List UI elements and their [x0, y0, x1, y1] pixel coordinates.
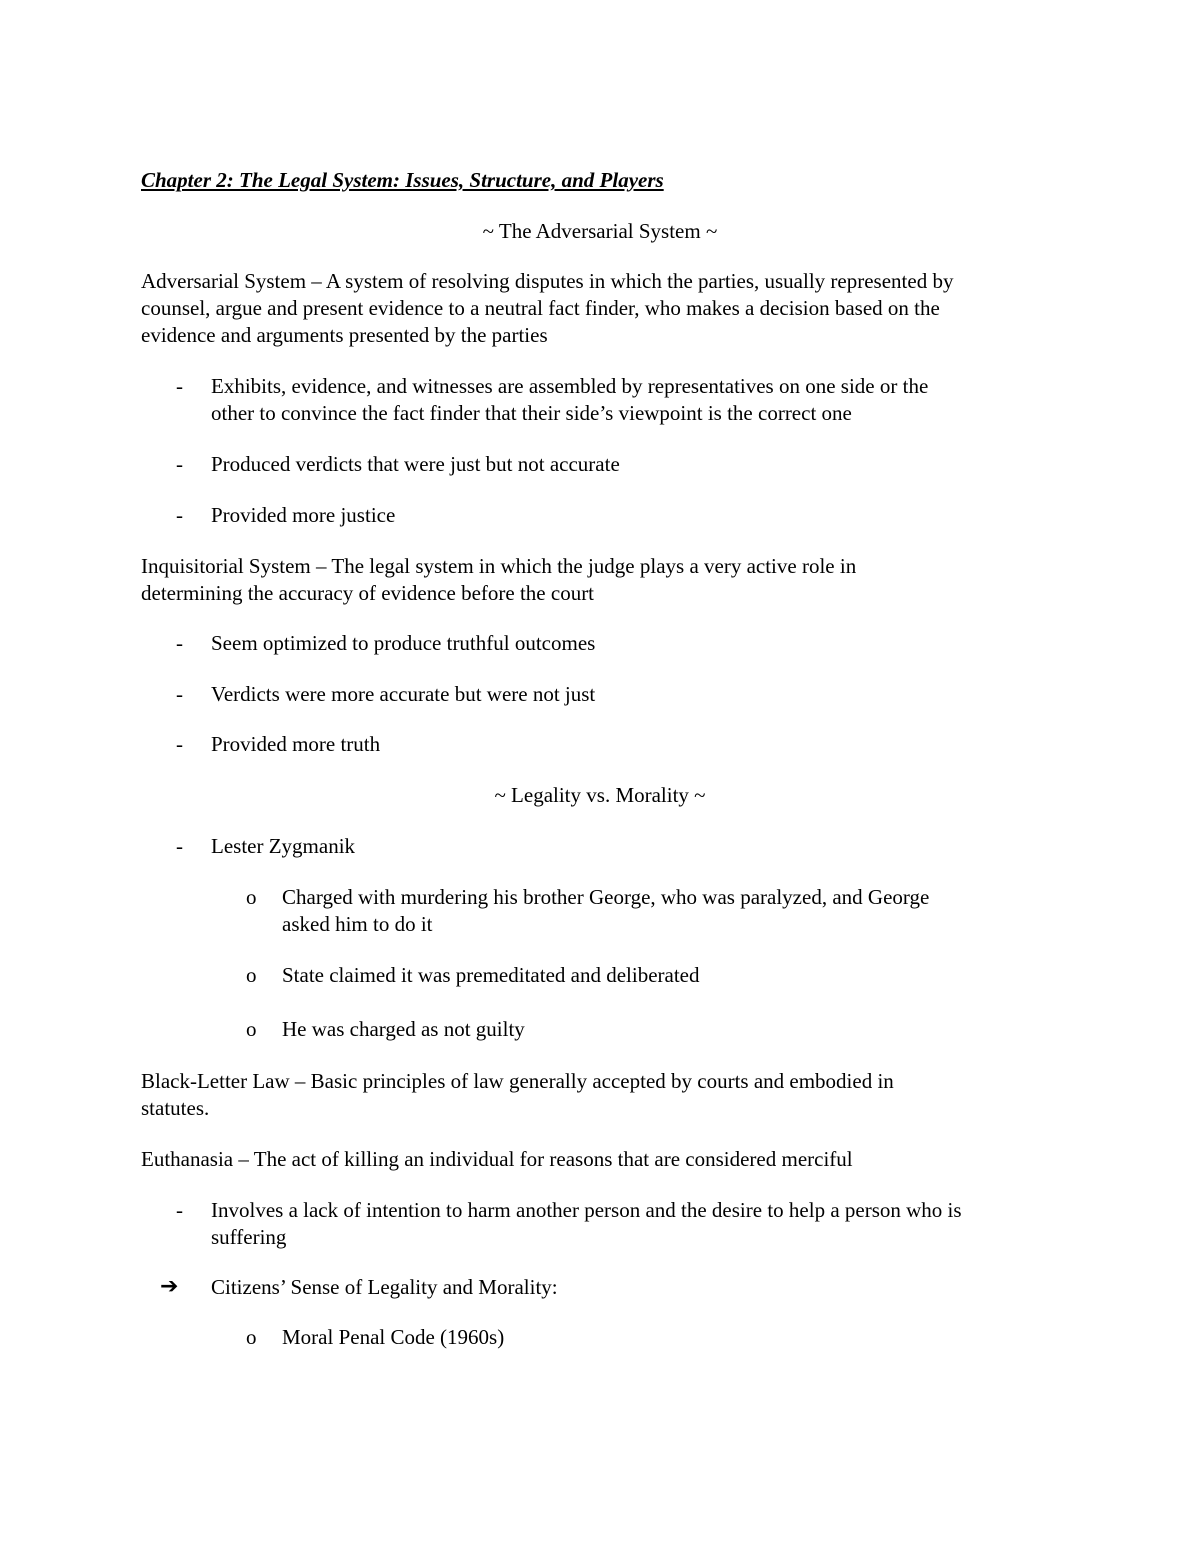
bullet-circle: o: [246, 1325, 257, 1349]
bullet-circle: o: [246, 1017, 257, 1041]
bullet-dash: -: [176, 631, 183, 655]
black-letter-definition-line-1: Black-Letter Law – Basic principles of law generally accepted by courts and embodied in: [141, 1069, 894, 1093]
adversarial-bullet-2: Produced verdicts that were just but not accurate: [211, 452, 620, 476]
bullet-dash: -: [176, 452, 183, 476]
bullet-dash: -: [176, 374, 183, 398]
citizens-sense-item: Citizens’ Sense of Legality and Morality:: [211, 1275, 558, 1299]
adversarial-definition-line-2: counsel, argue and present evidence to a neutral fact finder, who makes a decision based on the: [141, 296, 940, 320]
euthanasia-bullet-line-2: suffering: [211, 1225, 287, 1249]
adversarial-definition-line-3: evidence and arguments presented by the parties: [141, 323, 548, 347]
bullet-circle: o: [246, 885, 257, 909]
euthanasia-bullet-line-1: Involves a lack of intention to harm another person and the desire to help a person who is: [211, 1198, 962, 1222]
inquisitorial-bullet-3: Provided more truth: [211, 732, 381, 756]
section-heading-legality: ~ Legality vs. Morality ~: [494, 783, 706, 807]
inquisitorial-bullet-1: Seem optimized to produce truthful outcomes: [211, 631, 596, 655]
lester-sub-bullet-2: State claimed it was premeditated and deliberated: [282, 963, 700, 987]
adversarial-bullet-1-line-2: other to convince the fact finder that their side’s viewpoint is the correct one: [211, 401, 852, 425]
bullet-circle: o: [246, 963, 257, 987]
euthanasia-definition: Euthanasia – The act of killing an individual for reasons that are considered merciful: [141, 1147, 853, 1171]
bullet-dash: -: [176, 503, 183, 527]
bullet-dash: -: [176, 732, 183, 756]
chapter-title: Chapter 2: The Legal System: Issues, Structure, and Players: [141, 168, 664, 192]
inquisitorial-definition-line-2: determining the accuracy of evidence before the court: [141, 581, 595, 605]
section-heading-adversarial: ~ The Adversarial System ~: [482, 219, 718, 243]
bullet-dash: -: [176, 834, 183, 858]
bullet-dash: -: [176, 682, 183, 706]
inquisitorial-bullet-2: Verdicts were more accurate but were not just: [211, 682, 596, 706]
adversarial-bullet-1-line-1: Exhibits, evidence, and witnesses are assembled by representatives on one side or the: [211, 374, 929, 398]
lester-sub-bullet-1-line-2: asked him to do it: [282, 912, 433, 936]
right-arrow-icon: ➔: [160, 1274, 179, 1299]
legality-bullet-lester: Lester Zygmanik: [211, 834, 356, 858]
adversarial-bullet-3: Provided more justice: [211, 503, 396, 527]
adversarial-definition-line-1: Adversarial System – A system of resolving disputes in which the parties, usually represented by: [141, 269, 954, 293]
moral-penal-code-item: Moral Penal Code (1960s): [282, 1325, 505, 1349]
inquisitorial-definition-line-1: Inquisitorial System – The legal system in which the judge plays a very active role in: [141, 554, 857, 578]
black-letter-definition-line-2: statutes.: [141, 1096, 210, 1120]
lester-sub-bullet-1-line-1: Charged with murdering his brother George, who was paralyzed, and George: [282, 885, 930, 909]
bullet-dash: -: [176, 1198, 183, 1222]
lester-sub-bullet-3: He was charged as not guilty: [282, 1017, 525, 1041]
